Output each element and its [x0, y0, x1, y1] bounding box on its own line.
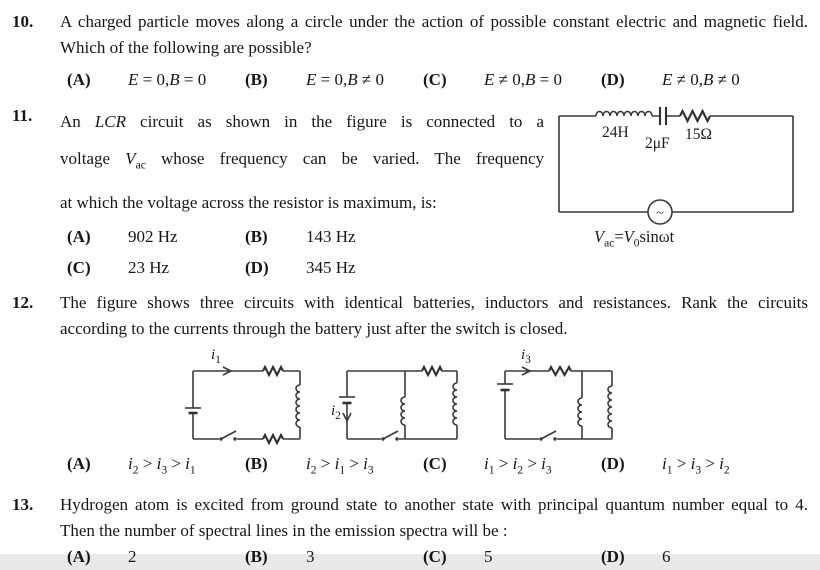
resistor-label: 15Ω	[685, 126, 713, 143]
capacitor-symbol	[660, 107, 666, 125]
options-row	[67, 451, 808, 483]
option-a	[67, 544, 245, 570]
option-value: $i_1 > i_2 > i_3$	[484, 454, 552, 477]
question-body	[60, 103, 820, 283]
resistor-symbol	[422, 367, 442, 375]
option-value: 3	[306, 546, 315, 566]
option-b	[245, 451, 423, 483]
option-label: (C)	[423, 454, 447, 474]
option-label: (B)	[245, 70, 268, 89]
question-10	[0, 9, 820, 93]
inductor-symbol	[401, 383, 457, 425]
option-c	[423, 451, 601, 483]
question-text-line: Then the number of spectral lines in the emission spectra will be :	[60, 520, 508, 540]
option-b	[245, 222, 356, 252]
option-label: (D)	[601, 546, 625, 566]
option-label: (A)	[67, 546, 91, 566]
lcr-circuit-diagram	[556, 100, 806, 228]
resistor-symbol	[549, 367, 571, 375]
option-value: $i_2 > i_1 > i_3$	[306, 454, 374, 477]
option-label: (A)	[67, 454, 91, 474]
question-number: 10.	[12, 12, 34, 31]
question-body	[60, 9, 820, 93]
option-value: 143 Hz	[306, 227, 356, 247]
inductor-symbol	[578, 386, 612, 428]
question-text-line: An LCR circuit as shown in the figure is connected to a	[60, 112, 544, 131]
option-a	[67, 451, 245, 483]
question-text-line: Hydrogen atom is excited from ground state to another state with principal quantum number equal to 4.	[60, 494, 808, 514]
question-number: 12.	[12, 293, 34, 313]
option-d	[245, 253, 356, 283]
option-a	[67, 67, 245, 93]
circuit-diagram-2	[331, 347, 465, 447]
option-c	[423, 67, 601, 93]
option-value: 5	[484, 546, 493, 566]
option-value: 23 Hz	[128, 258, 170, 278]
option-value: $i_1 > i_3 > i_2$	[662, 454, 730, 477]
circuit-3-svg	[497, 347, 619, 447]
capacitor-label: 2μF	[645, 135, 670, 152]
option-value: 2	[128, 546, 137, 566]
current-label-i2: $i_2$	[331, 403, 341, 423]
resistor-symbol	[680, 111, 710, 121]
switch-symbol	[221, 431, 236, 439]
question-body	[60, 290, 820, 483]
switch-symbol	[383, 431, 398, 439]
option-label: (C)	[423, 70, 447, 89]
current-label-i3: $i_3$	[521, 347, 531, 367]
option-value: 6	[662, 546, 671, 566]
option-d	[601, 544, 671, 570]
switch-symbol	[541, 431, 556, 439]
option-label: (C)	[423, 546, 447, 566]
option-value: $i_2 > i_3 > i_1$	[128, 454, 196, 477]
option-label: (D)	[601, 454, 625, 474]
option-a	[67, 222, 245, 252]
option-c	[423, 544, 601, 570]
option-d	[601, 451, 730, 483]
question-body	[60, 492, 820, 570]
question-11	[0, 103, 820, 283]
option-value: 902 Hz	[128, 227, 178, 247]
option-value: E = 0,B = 0	[128, 70, 207, 89]
three-circuits-figure	[185, 347, 808, 447]
options-row	[67, 253, 808, 283]
circuit-diagram-3	[497, 347, 619, 447]
question-text-line: The figure shows three circuits with identical batteries, inductors and resistances. Rank the circuits	[60, 293, 808, 313]
question-text-line: at which the voltage across the resistor is maximum, is:	[60, 193, 437, 213]
option-label: (A)	[67, 70, 91, 89]
question-text-line: A charged particle moves along a circle under the action of possible constant electric and magnetic field.	[60, 12, 808, 31]
question-13	[0, 492, 820, 570]
inductor-symbol	[596, 112, 652, 117]
option-value: E ≠ 0,B ≠ 0	[662, 70, 740, 89]
circuit-diagram-1	[185, 347, 307, 447]
option-d	[601, 67, 740, 93]
option-b	[245, 544, 423, 570]
options-row	[67, 544, 808, 570]
option-label: (B)	[245, 454, 268, 474]
option-label: (A)	[67, 227, 91, 247]
option-value: E ≠ 0,B = 0	[484, 70, 562, 89]
question-number: 13.	[12, 494, 34, 514]
question-12	[0, 290, 820, 483]
question-text-line: according to the currents through the battery just after the switch is closed.	[60, 319, 568, 339]
lcr-circuit-figure	[556, 100, 806, 249]
circuit-1-svg	[185, 347, 307, 447]
inductor-label: 24H	[602, 124, 629, 141]
current-label-i1: $i_1$	[211, 347, 221, 367]
option-value: 345 Hz	[306, 258, 356, 278]
question-number: 11.	[12, 106, 33, 125]
options-row	[67, 67, 808, 93]
ac-tilde: ~	[656, 206, 664, 221]
circuit-2-svg	[339, 347, 465, 447]
option-label: (B)	[245, 227, 268, 247]
resistor-symbol	[263, 367, 283, 443]
option-c	[67, 253, 245, 283]
option-label: (C)	[67, 258, 91, 278]
option-value: E = 0,B ≠ 0	[306, 70, 384, 89]
option-b	[245, 67, 423, 93]
option-label: (D)	[601, 70, 625, 89]
inductor-symbol	[296, 385, 300, 427]
option-label: (D)	[245, 258, 269, 278]
question-text-line: Which of the following are possible?	[60, 38, 312, 57]
question-text-line: voltage $V_{ac}$ whose frequency can be varied. The frequency	[60, 149, 544, 172]
option-label: (B)	[245, 546, 268, 566]
ac-source-label: $V_{ac}=V_0\sin\omega t$	[594, 227, 675, 250]
